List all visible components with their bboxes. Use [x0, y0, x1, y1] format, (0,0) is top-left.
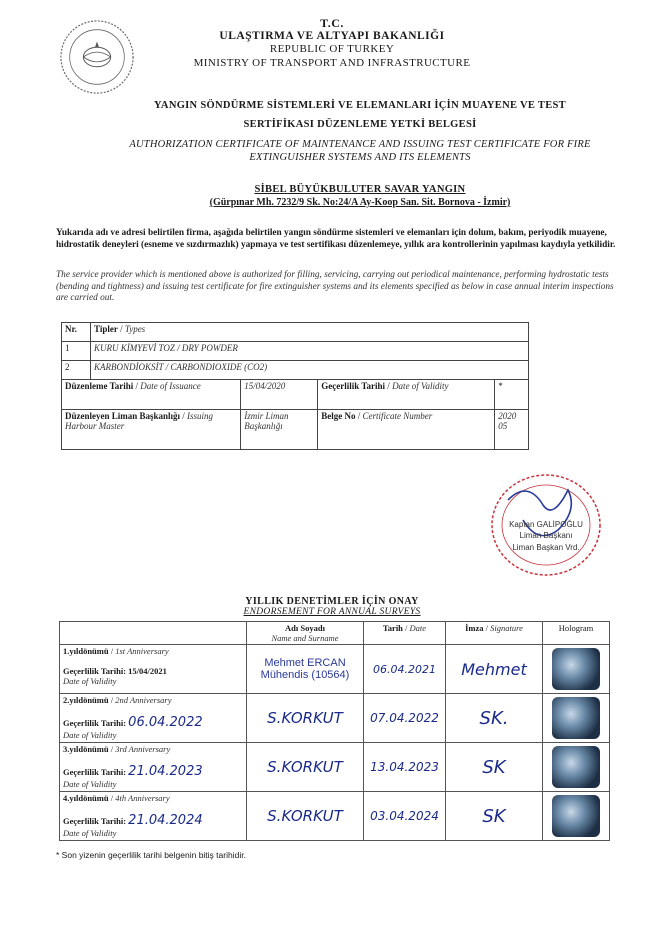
col-sig-tr: İmza [465, 623, 484, 633]
table-row: 3.yıldönümü / 3rd Anniversary Geçerlilik Tarihi: 21.04.2023 Date of Validity S.KORKUT 13.04.2023 SK [60, 743, 610, 792]
anniv-en: 4th Anniversary [115, 793, 170, 803]
survey-date: 06.04.2021 [373, 662, 436, 676]
signature: Mehmet [461, 659, 527, 679]
survey-date: 07.04.2022 [370, 711, 439, 725]
cert-label-tr: Belge No [321, 411, 356, 421]
table-row: 4.yıldönümü / 4th Anniversary Geçerlilik Tarihi: 21.04.2024 Date of Validity S.KORKUT 03.04.2024 SK [60, 792, 610, 841]
footnote: * Son yizenin geçerlilik tarihi belgenin bitiş tarihidir. [56, 850, 246, 860]
certificate-table [61, 322, 529, 450]
validity-label-tr: Geçerlilik Tarihi [321, 381, 386, 391]
header-tc: T.C. [320, 16, 344, 30]
surveyor-name: Mehmet ERCAN [264, 657, 346, 669]
table-row: 1.yıldönümü / 1st Anniversary Geçerlilik Tarihi: 15/04/2021 Date of Validity Mehmet ERCAN Mühendis (10564) 06.04.2021 Mehmet [60, 645, 610, 694]
surveyor-name: S.KORKUT [267, 709, 343, 727]
col-sig-en: Signature [490, 623, 523, 633]
port-label-tr: Düzenleyen Liman Başkanlığı [65, 411, 181, 421]
validity-label: Geçerlilik Tarihi: [63, 718, 127, 728]
col-hologram: Hologram [558, 623, 594, 633]
annual-title-en: ENDORSEMENT FOR ANNUAL SURVEYS [243, 607, 421, 617]
anniv-tr: 3.yıldönümü [63, 744, 109, 754]
signature: SK. [479, 707, 509, 729]
header-ministry-tr: ULAŞTIRMA VE ALTYAPI BAKANLIĞI [219, 30, 445, 42]
col-name-en: Name and Surname [271, 633, 339, 643]
annual-title-tr: YILLIK DENETİMLER İÇİN ONAY [245, 596, 419, 607]
authorization-text-en: The service provider which is mentioned above is authorized for filling, servicing, carrying out periodical maintenance, performing hydrostatic tests (bending and tightness) and issuing test certificate for fire extinguisher systems and its elements specified as below in case annual interim inspections are carried out. [56, 270, 614, 304]
hologram-icon [552, 795, 600, 837]
provider-address: (Gürpınar Mh. 7232/9 Sk. No:24/A Ay-Koop San. Sit. Bornova - İzmir) [209, 197, 511, 208]
hologram-icon [552, 746, 600, 788]
anniv-en: 2nd Anniversary [115, 695, 172, 705]
port-label-en: Issuing Harbour Master [65, 411, 214, 431]
validity-date: 21.04.2024 [128, 813, 203, 828]
row-type: KARBONDİOKSİT / CARBONDIOXIDE (CO2) [94, 362, 268, 372]
row-nr: 2 [65, 362, 70, 372]
table-row: 2.yıldönümü / 2nd Anniversary Geçerlilik Tarihi: 06.04.2022 Date of Validity S.KORKUT 07.04.2022 SK. [60, 694, 610, 743]
validity-date: 15/04/2021 [128, 666, 167, 676]
table-row: Düzenleme Tarihi / Date of Issuance 15/04/2020 Geçerlilik Tarihi / Date of Validity * [62, 380, 529, 410]
validity-value: * [498, 381, 503, 391]
survey-date: 03.04.2024 [370, 809, 439, 823]
anniv-en: 3rd Anniversary [115, 744, 171, 754]
cert-value: 2020 05 [498, 411, 517, 431]
validity-label-en: Date of Validity [63, 730, 117, 740]
stamp-line3: Liman Başkan Vrd. [512, 543, 580, 552]
table-row [62, 342, 529, 361]
surveyor-name: S.KORKUT [267, 758, 343, 776]
header-ministry-en: MINISTRY OF TRANSPORT AND INFRASTRUCTURE [193, 57, 471, 69]
hologram-icon [552, 697, 600, 739]
header-republic: REPUBLIC OF TURKEY [269, 43, 395, 55]
provider-name: SİBEL BÜYÜKBULUTER SAVAR YANGIN [254, 184, 466, 195]
anniv-en: 1st Anniversary [115, 646, 169, 656]
anniv-tr: 1.yıldönümü [63, 646, 109, 656]
table-row [62, 361, 529, 380]
stamp-line2: Liman Başkanı [519, 531, 573, 540]
surveyor-title: Mühendis (10564) [260, 669, 350, 681]
row-type: KURU KİMYEVİ TOZ / DRY POWDER [94, 343, 238, 353]
survey-date: 13.04.2023 [370, 760, 439, 774]
validity-label-en: Date of Validity [63, 676, 117, 686]
col-date-en: Date [409, 623, 427, 633]
signature: SK [482, 756, 506, 778]
title-en-line1: AUTHORIZATION CERTIFICATE OF MAINTENANCE AND ISSUING TEST CERTIFICATE FOR FIRE [129, 139, 591, 150]
port-value: İzmir Liman Başkanlığı [244, 411, 289, 431]
table-row: Düzenleyen Liman Başkanlığı / Issuing Harbour Master İzmir Liman Başkanlığı Belge No / Certificate Number 2020 05 [62, 410, 529, 450]
issue-date-value: 15/04/2020 [244, 381, 286, 391]
validity-label-en: Date of Validity [392, 381, 449, 391]
surveyor-name: S.KORKUT [267, 807, 343, 825]
nr-label: Nr. [65, 324, 77, 334]
issue-date-label-tr: Düzenleme Tarihi [65, 381, 134, 391]
title-tr-line1: YANGIN SÖNDÜRME SİSTEMLERİ VE ELEMANLARI İÇİN MUAYENE VE TEST [154, 100, 566, 111]
col-name-tr: Adı Soyadı [285, 623, 325, 633]
authorization-text-tr: Yukarıda adı ve adresi belirtilen firma, aşağıda belirtilen yangın söndürme sistemleri ve elemanları için dolum, bakım, periyodik muayene, hidrostatik deneyleri (esneme ve sızdırmazlık) yapmaya ve test sertifikası düzenlemeye, yıllık ara kontrollerinin yapılması kaydıyla yetkilidir. [56, 228, 616, 250]
issue-date-label-en: Date of Issuance [140, 381, 201, 391]
signature: SK [482, 805, 506, 827]
types-label-en: Types [124, 324, 146, 334]
cert-label-en: Certificate Number [362, 411, 433, 421]
validity-label: Geçerlilik Tarihi: [63, 816, 127, 826]
table-header-row: Nr. Tipler / Types [62, 323, 529, 342]
anniv-tr: 2.yıldönümü [63, 695, 109, 705]
validity-label-en: Date of Validity [63, 828, 117, 838]
annual-surveys-table [59, 621, 610, 841]
col-date-tr: Tarih [382, 623, 403, 633]
row-nr: 1 [65, 343, 70, 353]
stamp-line1: Kaptan GALİPOĞLU [509, 520, 583, 529]
types-label-tr: Tipler [94, 324, 118, 334]
validity-label: Geçerlilik Tarihi: [63, 666, 127, 676]
anniv-tr: 4.yıldönümü [63, 793, 109, 803]
title-tr-line2: SERTİFİKASI DÜZENLEME YETKİ BELGESİ [243, 119, 477, 130]
annual-header-row: Adı Soyadı Name and Surname Tarih / Date İmza / Signature Hologram [60, 622, 610, 645]
harbour-master-stamp-icon [488, 470, 604, 580]
validity-label: Geçerlilik Tarihi: [63, 767, 127, 777]
validity-date: 21.04.2023 [128, 764, 203, 779]
validity-date: 06.04.2022 [128, 715, 203, 730]
title-en-line2: EXTINGUISHER SYSTEMS AND ITS ELEMENTS [249, 152, 471, 163]
hologram-icon [552, 648, 600, 690]
validity-label-en: Date of Validity [63, 779, 117, 789]
